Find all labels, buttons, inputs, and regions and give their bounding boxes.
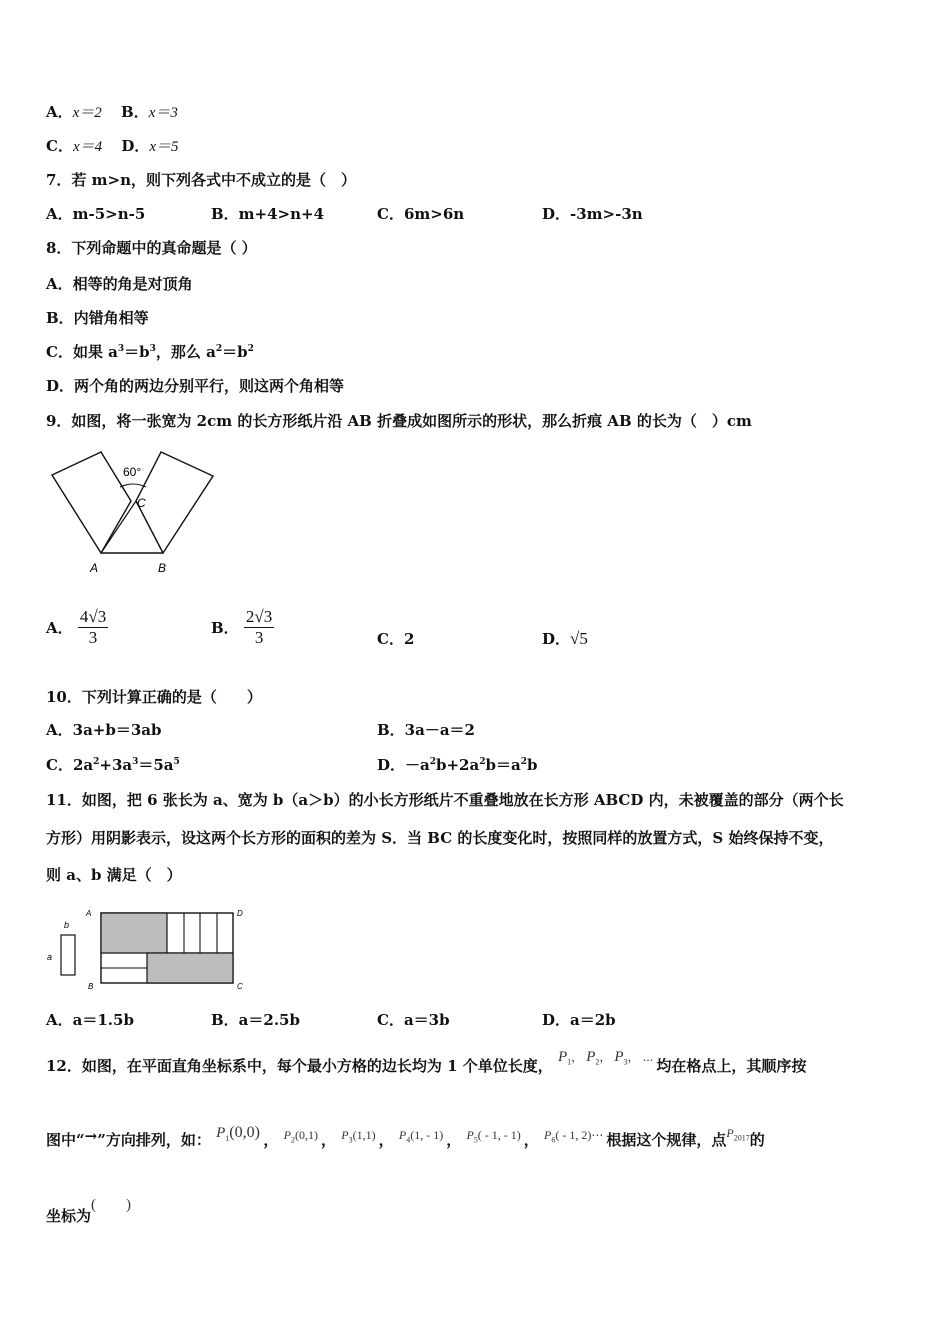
- q8-option-c: C．如果 $a^3=b^3$，那么 $a^2=b^2$: [46, 343, 254, 361]
- q9-option-b-denominator: 3: [254, 628, 264, 647]
- q11-label-D: D: [237, 909, 243, 918]
- q11-label-a: a: [47, 952, 53, 962]
- q11-stem-line2: 方形）用阴影表示，设这两个长方形的面积的差为 S．当 BC 的长度变化时，按照同样的放置方式，S 始终保持不变，: [46, 829, 834, 847]
- q11-option-d: D．a＝2b: [542, 1011, 616, 1029]
- q8-stem: 8．下列命题中的真命题是（ ）: [46, 239, 257, 257]
- q11-rectangle-figure: [44, 905, 254, 995]
- q8-option-a: A．相等的角是对顶角: [46, 275, 193, 293]
- q9-option-b-numerator: 2√3: [245, 607, 273, 626]
- arrow-icon: →: [84, 1127, 98, 1145]
- q11-label-A: A: [86, 909, 92, 918]
- q9-angle-label: 60°: [123, 465, 142, 479]
- q6-opt-b-math: x＝3: [148, 105, 178, 121]
- q8-option-b: B．内错角相等: [46, 309, 149, 327]
- q9-option-c: C．2: [377, 630, 415, 648]
- q6-options-row1: A．x＝2 B．x＝3: [46, 103, 178, 121]
- q11-option-b: B．a＝2.5b: [211, 1011, 300, 1029]
- q6-opt-d-math: x＝5: [149, 139, 179, 155]
- q12-line3: 坐标为( ): [46, 1197, 132, 1225]
- q9-label-a: A: [90, 561, 99, 575]
- q9-folded-paper-figure: [46, 445, 221, 580]
- q12-line1: 12．如图，在平面直角坐标系中，每个最小方格的边长均为 1 个单位长度， $^{P_1, P_2, P_3, \cdots}$ 均在格点上，其顺序按: [46, 1049, 807, 1075]
- q11-label-b: b: [64, 920, 70, 930]
- q7-stem: 7．若 m>n，则下列各式中不成立的是（ ）: [46, 171, 357, 189]
- q9-angle-arc: [120, 484, 146, 487]
- q8-option-d: D．两个角的两边分别平行，则这两个角相等: [46, 377, 345, 395]
- q11-stem-line3: 则 a、b 满足（ ）: [46, 866, 182, 884]
- q7-option-c: C．6m>6n: [377, 205, 465, 223]
- q10-option-a: A．3a+b＝3ab: [46, 721, 162, 739]
- q11-shaded-bottom-right: [147, 953, 233, 983]
- q6-opt-c-math: x＝4: [72, 139, 103, 155]
- q7-option-b: B．m+4>n+4: [211, 205, 325, 223]
- q6-options-row2: C．x＝4 D．x＝5: [46, 137, 179, 155]
- q11-label-C: C: [237, 982, 243, 991]
- q11-small-rectangle: [61, 935, 75, 975]
- q10-option-d: D．$-a^2b+2a^2b=a^2b$: [377, 756, 538, 774]
- q9-option-a-numerator: 4√3: [79, 607, 107, 626]
- q11-option-c: C．a＝3b: [377, 1011, 450, 1029]
- q12-points-list: P1， P2， P3， ⋯: [558, 1049, 654, 1067]
- q9-option-d: D．√5: [542, 629, 588, 648]
- q9-fold-edge: [101, 501, 136, 553]
- q11-label-B: B: [88, 982, 94, 991]
- q10-option-c: C．$2a^2+3a^3=5a^5$: [46, 756, 180, 774]
- q12-answer-paren: ( ): [91, 1197, 132, 1213]
- q9-label-c: C: [137, 496, 146, 510]
- q9-left-strip: [52, 452, 131, 553]
- q6-opt-a-math: x＝2: [72, 105, 102, 121]
- q11-option-a: A．a＝1.5b: [46, 1011, 134, 1029]
- q7-option-a: A．m-5>n-5: [46, 205, 146, 223]
- q11-shaded-top-left: [101, 913, 167, 953]
- q12-line2: 图中“→”方向排列，如： $P_1(0,0)$ ， $^{P_2(0,1)}$ ， $^{P_3(1,1)}$ ， $^{P_4(1, - 1)}$ ， $^{P_5( - 1, - 1)}$ ， $^{P_6( - 1, 2)\cdots}$ 根据这个规律，点$^{P_{2017}}$的: [46, 1124, 765, 1149]
- q9-label-b: B: [158, 561, 167, 575]
- q9-stem: 9．如图，将一张宽为 2cm 的长方形纸片沿 AB 折叠成如图所示的形状，那么折痕 AB 的长为（ ）cm: [46, 412, 752, 430]
- q10-option-b: B．3a－a＝2: [377, 721, 475, 739]
- q10-stem: 10．下列计算正确的是（ ）: [46, 688, 262, 706]
- q9-option-b: B． $\frac{2√3}{3}$: [211, 607, 273, 647]
- q9-option-a-denominator: 3: [88, 628, 98, 647]
- q9-option-a: A． $\frac{4√3}{3}$: [46, 607, 107, 647]
- q9-option-d-math: √5: [570, 629, 588, 648]
- q9-right-strip: [136, 452, 213, 553]
- q11-stem-line1: 11．如图，把 6 张长为 a、宽为 b（a＞b）的小长方形纸片不重叠地放在长方形 ABCD 内，未被覆盖的部分（两个长: [46, 791, 844, 809]
- q7-option-d: D．-3m>-3n: [542, 205, 643, 223]
